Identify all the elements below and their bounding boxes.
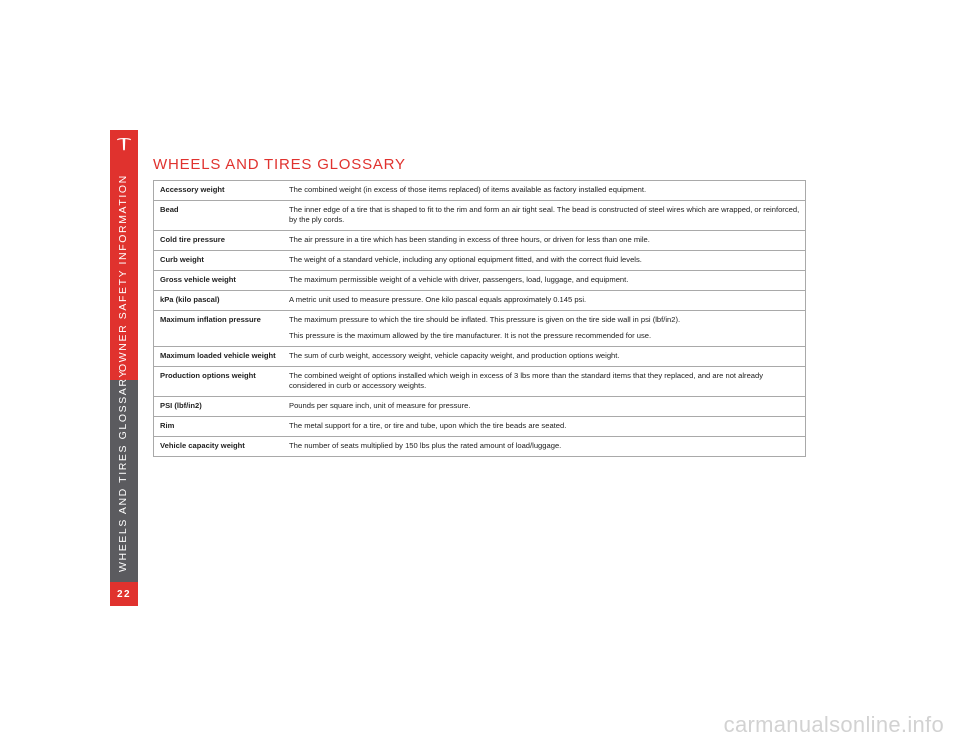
glossary-definition bbox=[283, 347, 806, 367]
glossary-term: Rim bbox=[154, 417, 284, 437]
table-row bbox=[154, 231, 806, 251]
table-row bbox=[154, 181, 806, 201]
glossary-definition bbox=[283, 291, 806, 311]
table-row bbox=[154, 271, 806, 291]
glossary-definition bbox=[283, 201, 806, 231]
table-row bbox=[154, 437, 806, 457]
table-row bbox=[154, 397, 806, 417]
glossary-definition bbox=[283, 311, 806, 347]
glossary-definition bbox=[283, 231, 806, 251]
definition-paragraph: The combined weight (in excess of those items replaced) of items available as factory installed equipment. bbox=[289, 185, 647, 194]
definition-paragraph: The sum of curb weight, accessory weight, vehicle capacity weight, and production options weight. bbox=[289, 351, 620, 360]
glossary-definition bbox=[283, 181, 806, 201]
glossary-term: Curb weight bbox=[154, 251, 284, 271]
table-row bbox=[154, 291, 806, 311]
glossary-term: Vehicle capacity weight bbox=[154, 437, 284, 457]
definition-paragraph: A metric unit used to measure pressure. One kilo pascal equals approximately 0.145 psi. bbox=[289, 295, 587, 304]
definition-paragraph: The air pressure in a tire which has been standing in excess of three hours, or driven for less than one mile. bbox=[289, 235, 650, 244]
table-row bbox=[154, 417, 806, 437]
definition-paragraph: The number of seats multiplied by 150 lbs plus the rated amount of load/luggage. bbox=[289, 441, 562, 450]
glossary-definition bbox=[283, 251, 806, 271]
definition-paragraph: Pounds per square inch, unit of measure for pressure. bbox=[289, 401, 471, 410]
glossary-definition bbox=[283, 367, 806, 397]
definition-paragraph: The weight of a standard vehicle, including any optional equipment fitted, and with the correct fluid levels. bbox=[289, 255, 642, 264]
tesla-t-icon bbox=[110, 130, 138, 158]
definition-paragraph: The maximum permissible weight of a vehicle with driver, passengers, load, luggage, and equipment. bbox=[289, 275, 629, 284]
table-row bbox=[154, 347, 806, 367]
glossary-term: Maximum inflation pressure bbox=[154, 311, 284, 347]
page-number: 22 bbox=[116, 588, 132, 600]
glossary-table bbox=[153, 180, 806, 457]
sidebar-section-bottom: WHEELS AND TIRES GLOSSARY bbox=[117, 369, 129, 572]
table-row bbox=[154, 201, 806, 231]
table-row bbox=[154, 367, 806, 397]
watermark: carmanualsonline.info bbox=[723, 712, 944, 737]
table-row bbox=[154, 251, 806, 271]
glossary-term: Gross vehicle weight bbox=[154, 271, 284, 291]
glossary-term: Cold tire pressure bbox=[154, 231, 284, 251]
glossary-term: Accessory weight bbox=[154, 181, 284, 201]
glossary-definition bbox=[283, 397, 806, 417]
glossary-term: kPa (kilo pascal) bbox=[154, 291, 284, 311]
definition-paragraph: The metal support for a tire, or tire and tube, upon which the tire beads are seated. bbox=[289, 421, 567, 430]
page-number-box bbox=[110, 582, 138, 606]
sidebar-section-top: OWNER SAFETY INFORMATION bbox=[117, 174, 129, 372]
glossary-definition bbox=[283, 417, 806, 437]
glossary-definition bbox=[283, 271, 806, 291]
glossary-term: Production options weight bbox=[154, 367, 284, 397]
glossary-term: Bead bbox=[154, 201, 284, 231]
glossary-term: Maximum loaded vehicle weight bbox=[154, 347, 284, 367]
definition-paragraph: This pressure is the maximum allowed by the tire manufacturer. It is not the pressure recommended for use. bbox=[289, 331, 652, 340]
definition-paragraph: The maximum pressure to which the tire should be inflated. This pressure is given on the tire side wall in psi (lbf/in2). bbox=[289, 315, 681, 324]
glossary-definition bbox=[283, 437, 806, 457]
definition-paragraph: The combined weight of options installed which weigh in excess of 3 lbs more than the standard items that they replaced, and are not already considered in curb or accessory weights. bbox=[289, 371, 764, 390]
page-title: WHEELS AND TIRES GLOSSARY bbox=[153, 156, 406, 173]
table-row bbox=[154, 311, 806, 347]
definition-paragraph: The inner edge of a tire that is shaped to fit to the rim and form an air tight seal. The bead is constructed of steel wires which are wrapped, or reinforced, by the ply cords. bbox=[289, 205, 800, 224]
glossary-term: PSI (lbf/in2) bbox=[154, 397, 284, 417]
